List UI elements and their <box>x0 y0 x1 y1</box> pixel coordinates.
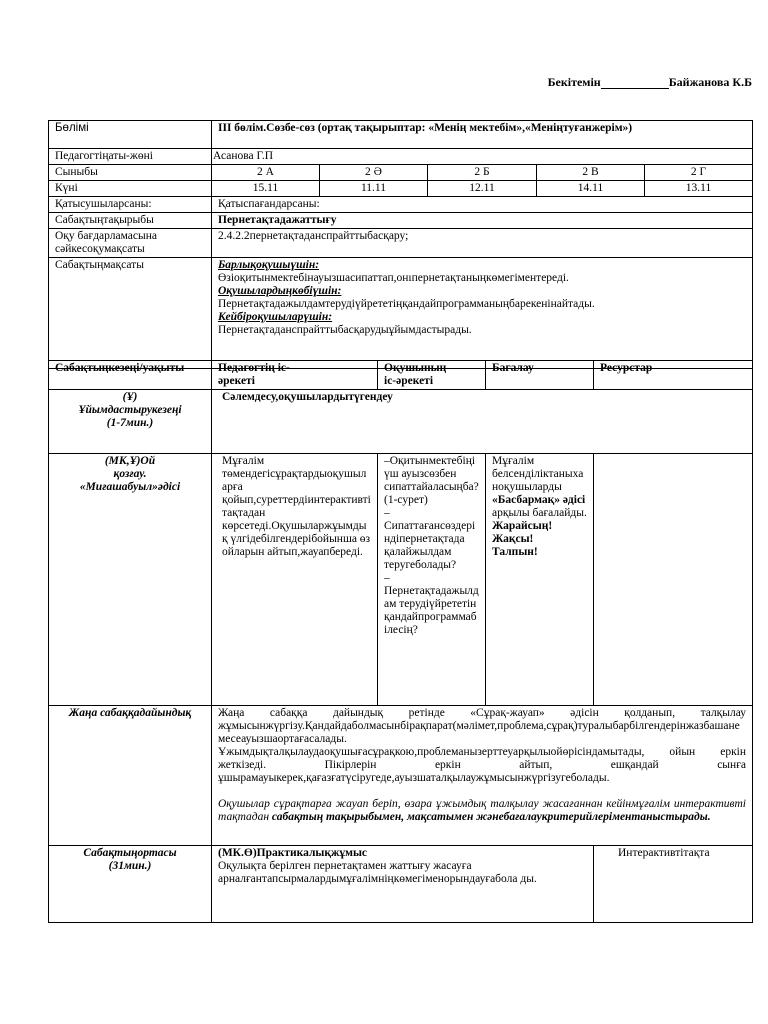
stage-header: Сабақтыңкезеңі/уақыты <box>49 361 212 390</box>
resources-header: Ресурстар <box>594 361 753 390</box>
org-stage-line: Ұйымдастырукезеңі <box>78 404 182 416</box>
assessment-text: арқылы бағалайды. <box>492 507 587 519</box>
date-cell: 14.11 <box>537 181 645 197</box>
goals-label-line: сәйкесоқумақсаты <box>55 243 145 255</box>
intro-stage-line: қозғау. <box>113 468 147 480</box>
goals-label <box>49 229 212 258</box>
org-stage-line: (1-7мин.) <box>106 417 154 429</box>
topic-value: Пернетақтадажаттығу <box>212 213 753 229</box>
middle-text: Оқулықта берілген пернетақтамен жаттығу жасауға арналғантапсырмалардымұғалімніңкөмегіменорындауғабола ды. <box>218 860 537 885</box>
topic-label: Сабақтыңтақырыбы <box>49 213 212 229</box>
student-activity-header <box>378 361 486 390</box>
intro-stage-line: «Миғашабуыл»әдісі <box>79 481 181 493</box>
org-stage <box>49 390 212 454</box>
class-cell: 2 Б <box>428 165 537 181</box>
approver-name: Байжанова К.Б <box>668 75 752 89</box>
intro-student <box>378 454 486 706</box>
middle-stage-line: Сабақтыңортасы <box>83 847 177 859</box>
date-cell: 13.11 <box>645 181 753 197</box>
middle-stage-line: (31мин.) <box>108 860 152 872</box>
student-question: –Пернетақтадажылдам терудіүйрететін қандайпрограммабілесің? <box>384 572 479 636</box>
header-line: Педагогтің іс- <box>218 362 290 374</box>
aims-most-heading: Оқушылардыңкөбіүшін: <box>218 285 342 297</box>
approve-label: Бекітемін <box>547 75 601 89</box>
assessment-header: Бағалау <box>486 361 594 390</box>
aims-value <box>212 258 753 369</box>
teacher-activity-header <box>212 361 378 390</box>
class-label: Сыныбы <box>49 165 212 181</box>
student-note: (1-сурет) <box>384 494 428 506</box>
praise: Талпын! <box>492 546 538 558</box>
approval-line <box>548 76 752 89</box>
lesson-plan-table <box>48 360 753 923</box>
date-label: Күні <box>49 181 212 197</box>
date-cell: 15.11 <box>212 181 320 197</box>
aims-all-text: Өзіоқитынмектебінауызшасипаттап,онıпернетақтаныңкөмегіментереді. <box>218 272 569 284</box>
class-cell: 2 Г <box>645 165 753 181</box>
header-line: іс-әрекеті <box>384 375 434 387</box>
signature-line <box>601 77 669 89</box>
org-content: Сәлемдесу,оқушылардытүгендеу <box>212 390 753 454</box>
middle-stage <box>49 846 212 923</box>
intro-teacher: Мұғалім төмендегісұрақтардыоқушыларға қойып,суреттердіинтерактивтітақтадан көрсетеді.Оқушыларжұымдық үлгідебілгендерібойынша өз ойларын айтып,жауапбереді. <box>212 454 378 706</box>
praise: Жақсы! <box>492 533 534 545</box>
readiness-text: Жаңа сабаққа дайындық ретінде «Сұрақ-жауап» әдісін қолданып, талқылау жұмысынжүргізу.Қандайдаболмасынбірақпарат(мәлімет,проблема,сұрақ)туралыбарбілгендерінжазбашанемесеауызшаортағасалады. Ұжымдықталқылаудаоқушығасұрақкою,проблеманызерттеуарқылыойөрісіндамытады, ойын еркін жеткізеді. Пікірлерін еркін айтып, ешқандай сынға ұшырамауыкерек,қағазғатүсіругеде,ауызшаталқылаужұмысынжүргізугеболады. <box>218 707 747 784</box>
assessment-method: «Басбармақ» әдісі <box>492 494 586 506</box>
praise: Жарайсың! <box>492 520 553 532</box>
intro-stage-line: (МК,Ұ)Ой <box>104 455 156 467</box>
class-cell: 2 Ә <box>320 165 428 181</box>
teacher-value: Асанова Г.П <box>212 149 753 165</box>
student-question: –Оқитынмектебіңі үш ауызсөзбен сипаттайаласыңба? <box>384 455 479 493</box>
intro-stage <box>49 454 212 706</box>
assessment-text: Мұғалім белсенділіктаныханоқушыларды <box>492 455 584 493</box>
header-line: әрекеті <box>218 375 255 387</box>
readiness-stage: Жаңа сабаққадайындық <box>49 706 212 846</box>
readiness-content <box>212 706 753 846</box>
section-value: ІІІ бөлім.Сөзбе-сөз (ортақ тақырыптар: «Менің мектебім»,«Меніңтуғанжерім») <box>212 121 753 149</box>
middle-content <box>212 846 594 923</box>
date-cell: 11.11 <box>320 181 428 197</box>
present-label: Қатысушыларсаны: <box>49 197 212 213</box>
section-label: Бөлімі <box>49 121 212 149</box>
readiness-bold-text: сабақтың тақырыбымен, мақсатымен жәнебағалаукритерийлеріментаныстырады. <box>271 811 711 823</box>
class-cell: 2 В <box>537 165 645 181</box>
middle-heading: (МК.Ө)Практикалықжұмыс <box>218 847 368 859</box>
teacher-label: Педагогтіңаты-жөні <box>49 149 212 165</box>
aims-all-heading: Барлықоқушыүшін: <box>218 259 320 271</box>
lesson-info-table <box>48 120 753 369</box>
intro-resources <box>594 454 753 706</box>
intro-assessment <box>486 454 594 706</box>
student-question: –Сипаттағансөздеріндіпернетақтада қалайжылдам теругеболады? <box>384 507 476 571</box>
goals-value: 2.4.2.2пернетақтаданспрайттыбасқару; <box>212 229 753 258</box>
goals-label-line: Оқу бағдарламасына <box>55 230 157 242</box>
aims-some-heading: Кейбіроқушыларүшін: <box>218 311 333 323</box>
class-cell: 2 А <box>212 165 320 181</box>
middle-resource-text: Интерактивтітақта <box>618 847 710 859</box>
absent-label: Қатыспағандарсаны: <box>212 197 753 213</box>
readiness-italic-text: Оқушылар сұрақтарға жауап беріп, өзара ұжымдық талқылау жасағаннан кейінмұғалім интерактивті тақтадан <box>218 798 747 823</box>
org-stage-line: (Ұ) <box>122 391 138 403</box>
aims-most-text: Пернетақтадажылдамтерудіүйрететіңқандайпрограмманыңбарекенінайтады. <box>218 298 595 310</box>
aims-some-text: Пернетақтаданспрайттыбасқарудыұйымдастырады. <box>218 324 472 336</box>
middle-resource <box>594 846 753 923</box>
date-cell: 12.11 <box>428 181 537 197</box>
aims-label: Сабақтыңмақсаты <box>49 258 212 369</box>
header-line: Оқушының <box>384 362 447 374</box>
readiness-italic <box>218 798 746 824</box>
